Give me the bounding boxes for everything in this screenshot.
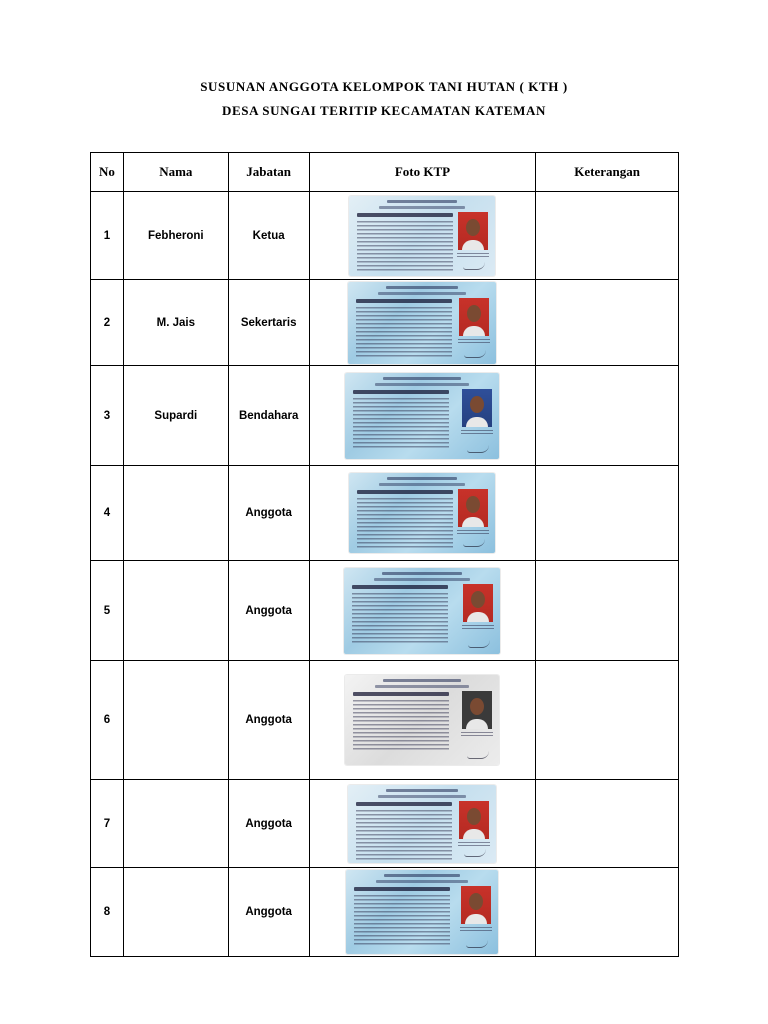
cell-no: 2 (91, 280, 124, 366)
cell-keterangan (536, 661, 679, 780)
cell-nama (123, 561, 228, 661)
cell-foto (309, 466, 536, 561)
cell-nama: M. Jais (123, 280, 228, 366)
table-row (91, 868, 679, 957)
ktp-card-image (348, 785, 496, 863)
ktp-card-image (346, 870, 498, 954)
cell-jabatan: Bendahara (228, 366, 309, 466)
cell-foto (309, 780, 536, 868)
cell-jabatan: Anggota (228, 868, 309, 957)
cell-foto (309, 561, 536, 661)
cell-jabatan: Anggota (228, 561, 309, 661)
header-nama: Nama (123, 153, 228, 192)
ktp-card-image (345, 675, 499, 765)
ktp-card-image (345, 373, 499, 459)
cell-nama (123, 466, 228, 561)
header-foto-ktp: Foto KTP (309, 153, 536, 192)
cell-keterangan (536, 192, 679, 280)
cell-foto (309, 280, 536, 366)
document-title: SUSUNAN ANGGOTA KELOMPOK TANI HUTAN ( KTH ) (200, 79, 568, 94)
cell-nama: Febheroni (123, 192, 228, 280)
cell-nama (123, 780, 228, 868)
cell-keterangan (536, 366, 679, 466)
cell-keterangan (536, 868, 679, 957)
cell-no: 4 (91, 466, 124, 561)
ktp-card-image (349, 196, 495, 276)
table-row (91, 366, 679, 466)
cell-no: 7 (91, 780, 124, 868)
ktp-card-image (344, 568, 500, 654)
cell-no: 6 (91, 661, 124, 780)
document-subtitle: DESA SUNGAI TERITIP KECAMATAN KATEMAN (222, 103, 546, 118)
table-header-row (91, 153, 679, 192)
cell-jabatan: Sekertaris (228, 280, 309, 366)
cell-jabatan: Anggota (228, 780, 309, 868)
cell-nama: Supardi (123, 366, 228, 466)
cell-foto (309, 661, 536, 780)
header-keterangan: Keterangan (536, 153, 679, 192)
cell-keterangan (536, 280, 679, 366)
header-jabatan: Jabatan (228, 153, 309, 192)
cell-no: 1 (91, 192, 124, 280)
header-no: No (91, 153, 124, 192)
table-row (91, 561, 679, 661)
members-table (90, 152, 679, 957)
table-row (91, 661, 679, 780)
cell-keterangan (536, 780, 679, 868)
cell-foto (309, 192, 536, 280)
cell-foto (309, 366, 536, 466)
cell-no: 3 (91, 366, 124, 466)
table-row (91, 280, 679, 366)
table-row (91, 780, 679, 868)
cell-foto (309, 868, 536, 957)
cell-jabatan: Anggota (228, 466, 309, 561)
ktp-card-image (349, 473, 495, 553)
cell-keterangan (536, 561, 679, 661)
ktp-card-image (348, 282, 496, 364)
cell-nama (123, 868, 228, 957)
table-row (91, 466, 679, 561)
cell-no: 8 (91, 868, 124, 957)
cell-nama (123, 661, 228, 780)
table-row (91, 192, 679, 280)
cell-jabatan: Anggota (228, 661, 309, 780)
cell-no: 5 (91, 561, 124, 661)
cell-jabatan: Ketua (228, 192, 309, 280)
cell-keterangan (536, 466, 679, 561)
